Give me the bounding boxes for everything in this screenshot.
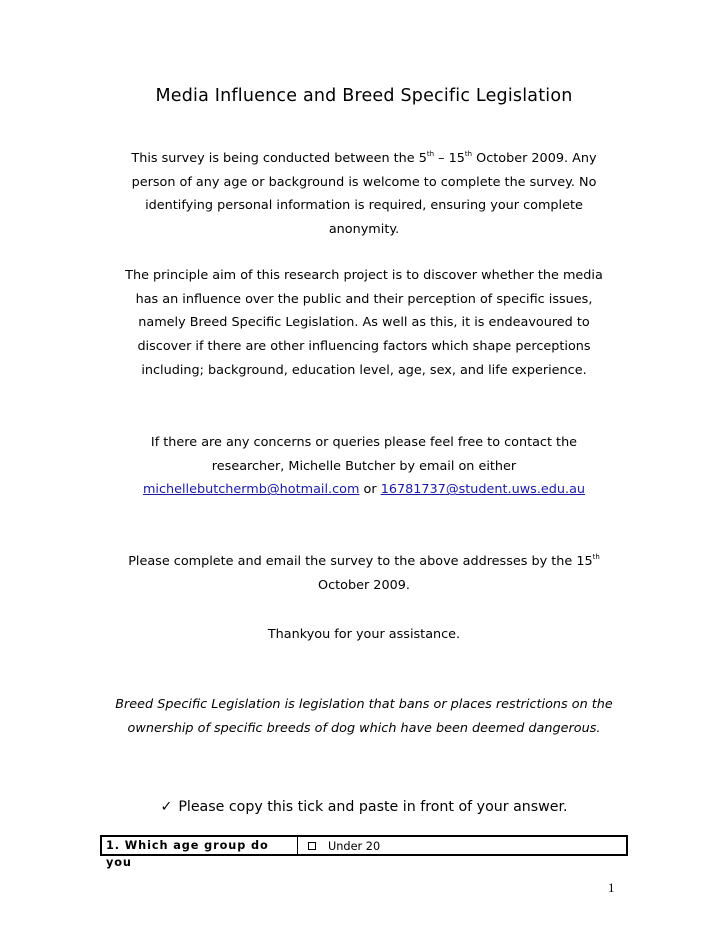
deadline-line-2: October 2009. (318, 577, 410, 593)
aim-line-5: including; background, education level, age, sex, and life experience. (141, 362, 587, 378)
definition-line-1: Breed Specific Legislation is legislation that bans or places restrictions on the (115, 697, 613, 712)
intro-sup-1: th (426, 150, 435, 158)
email-link-hotmail[interactable]: michellebutchermb@hotmail.com (142, 482, 360, 498)
definition-line-2: ownership of specific breeds of dog which have been deemed dangerous. (127, 720, 601, 736)
instruction-line (0, 799, 728, 815)
thanks-text: Thankyou for your assistance. (267, 627, 461, 642)
page-number: 1 (608, 880, 615, 895)
aim-paragraph (108, 264, 620, 383)
intro-text-a: This survey is being conducted between the 5 (131, 151, 427, 166)
intro-line-2: person of any age or background is welcome to complete the survey. No (131, 174, 597, 190)
deadline-line-1 (108, 550, 620, 574)
deadline-text: Please complete and email the survey to the above addresses by the 15 (128, 554, 593, 569)
contact-emails-line (108, 478, 620, 502)
option-label: Under 20 (328, 840, 381, 853)
intro-text-b: – 15 (434, 151, 465, 166)
checkmark-icon: ✓ (160, 799, 173, 815)
intro-line-3: identifying personal information is required, ensuring your complete (145, 198, 583, 214)
question-1-option-under-20[interactable] (298, 837, 626, 854)
aim-line-3: namely Breed Specific Legislation. As well as this, it is endeavoured to (138, 315, 590, 331)
intro-line-1 (108, 147, 620, 171)
intro-text-c: October 2009. Any (472, 151, 597, 166)
contact-line-2: researcher, Michelle Butcher by email on either (211, 458, 517, 474)
question-1-label: 1. Which age group do you (102, 837, 298, 854)
definition-paragraph (100, 693, 628, 740)
deadline-sup: th (592, 553, 600, 561)
checkbox-icon[interactable] (308, 842, 316, 850)
intro-line-4: anonymity. (328, 222, 400, 238)
email-link-uws[interactable]: 16781737@student.uws.edu.au (380, 482, 586, 498)
instruction-text: Please copy this tick and paste in front of your answer. (178, 799, 568, 815)
intro-sup-2: th (464, 150, 473, 158)
contact-line-1: If there are any concerns or queries please feel free to contact the (150, 435, 578, 450)
aim-line-4: discover if there are other influencing factors which shape perceptions (137, 339, 591, 355)
question-1-table (100, 835, 628, 869)
deadline-paragraph (108, 550, 620, 597)
aim-line-2: has an influence over the public and their perception of specific issues, (135, 291, 593, 307)
document-title: Media Influence and Breed Specific Legislation (155, 86, 573, 106)
aim-line-1: The principle aim of this research project is to discover whether the media (125, 268, 603, 283)
contact-paragraph (108, 431, 620, 502)
contact-or-text: or (359, 482, 381, 498)
intro-paragraph (108, 147, 620, 242)
